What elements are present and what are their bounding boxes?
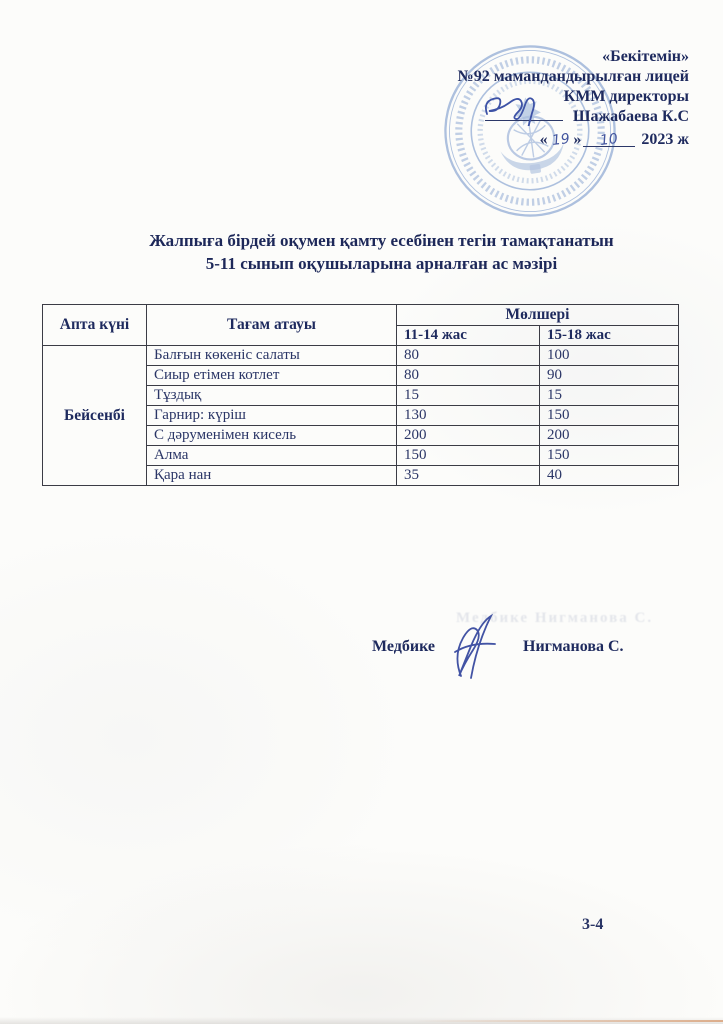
director-name: Шажабаева К.С (572, 108, 689, 125)
portion-11-14: 80 (397, 346, 540, 366)
bleedthrough-ghost-text: Медбике Нигманова С. (456, 610, 654, 626)
dish-cell: С дәруменімен кисель (147, 426, 397, 446)
portion-11-14: 80 (397, 366, 540, 386)
nurse-name: Нигманова С. (523, 638, 624, 655)
date-open-quote: « (539, 131, 548, 148)
portion-11-14: 130 (397, 406, 540, 426)
portion-15-18: 40 (540, 466, 679, 486)
page-number: 3-4 (582, 916, 604, 933)
portion-11-14: 35 (397, 466, 540, 486)
date-close-quote: » (573, 131, 582, 148)
table-row (43, 346, 679, 366)
dish-cell: Балғын көкеніс салаты (147, 346, 397, 366)
portion-15-18: 150 (540, 406, 679, 426)
day-cell: Бейсенбі (43, 346, 147, 486)
date-month-handwritten: 10 (599, 130, 620, 150)
portion-15-18: 100 (540, 346, 679, 366)
date-day-handwritten: 19 (550, 130, 571, 150)
portion-15-18: 15 (540, 386, 679, 406)
dish-cell: Сиыр етімен котлет (147, 366, 397, 386)
header-day: Апта күні (43, 305, 147, 346)
portion-11-14: 15 (397, 386, 540, 406)
header-dish: Тағам атауы (147, 305, 397, 346)
portion-15-18: 90 (540, 366, 679, 386)
header-age-15-18: 15-18 жас (540, 326, 679, 346)
dish-cell: Қара нан (147, 466, 397, 486)
approval-signature-row (458, 107, 689, 127)
portion-15-18: 150 (540, 446, 679, 466)
director-signature (481, 92, 567, 126)
portion-15-18: 200 (540, 426, 679, 446)
title-line-1: Жалпыға бірдей оқумен қамту есебінен тегін тамақтанатын (149, 231, 614, 250)
nurse-role-label: Медбике (372, 638, 436, 655)
approval-date-row (458, 130, 689, 150)
dish-cell: Тұздық (147, 386, 397, 406)
document-title (40, 229, 723, 275)
dish-cell: Алма (147, 446, 397, 466)
dish-cell: Гарнир: күріш (147, 406, 397, 426)
table-header-row (43, 305, 679, 326)
menu-table (42, 304, 679, 486)
approval-role: КММ директоры (563, 88, 689, 105)
nurse-signature-line (372, 610, 654, 674)
approval-block (458, 47, 689, 150)
header-amount: Мөлшері (397, 305, 679, 326)
header-age-11-14: 11-14 жас (397, 326, 540, 346)
portion-11-14: 150 (397, 446, 540, 466)
approval-org: №92 мамандандырылған лицей (457, 68, 689, 85)
portion-11-14: 200 (397, 426, 540, 446)
signature-underline (485, 107, 563, 121)
scan-edge-artifact (413, 1020, 723, 1022)
approval-title: «Бекітемін» (602, 48, 689, 65)
date-year: 2023 ж (641, 131, 689, 148)
title-line-2: 5-11 сынып оқушыларына арналған ас мәзірі (205, 254, 558, 273)
